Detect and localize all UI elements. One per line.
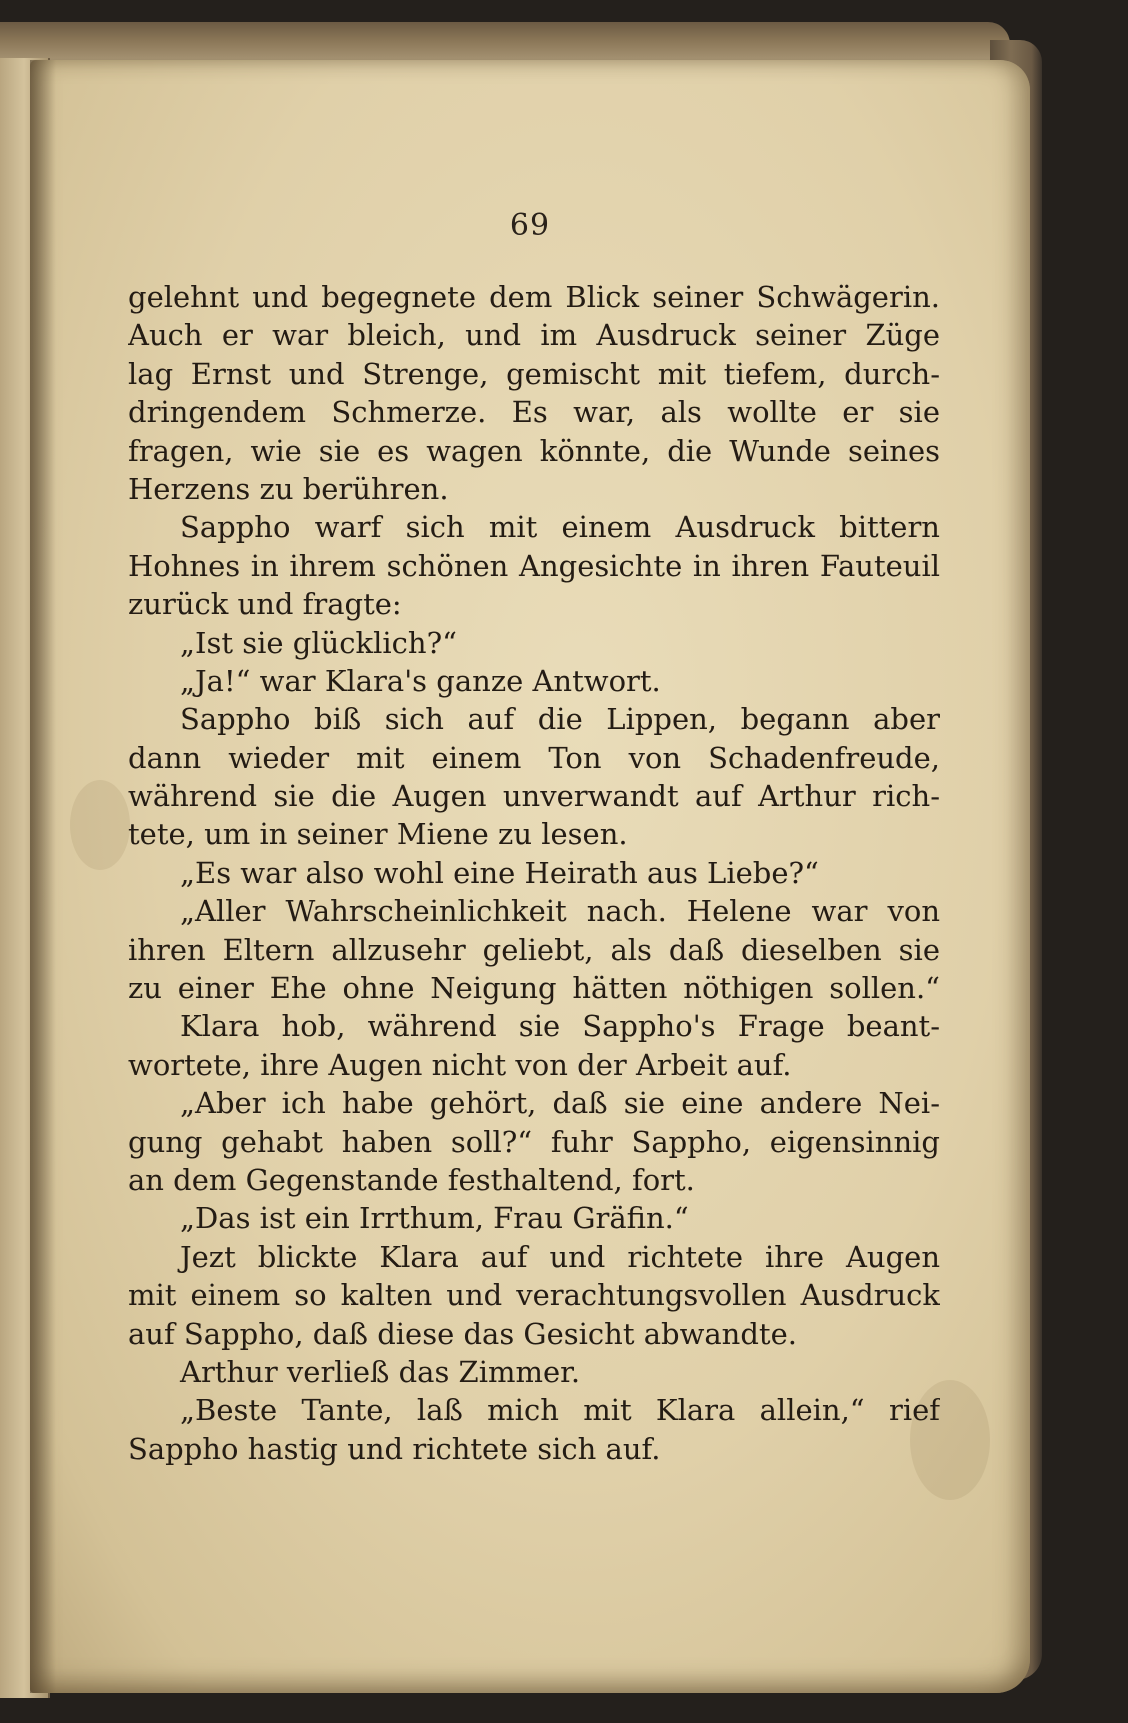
text-line: fragen, wie sie es wagen könnte, die Wunde seines (128, 433, 940, 468)
text-line: „Aller Wahrscheinlichkeit nach. Helene war von (180, 894, 940, 929)
text-line: zu einer Ehe ohne Neigung hätten nöthigen sollen.“ (128, 971, 940, 1006)
text-line: Sappho hastig und richtete sich auf. (128, 1431, 661, 1466)
body-text (128, 278, 940, 1468)
text-line: „Ist sie glücklich?“ (180, 625, 457, 660)
text-line: „Aber ich habe gehört, daß sie eine andere Nei- (180, 1086, 940, 1121)
text-line: Jezt blickte Klara auf und richtete ihre Augen (180, 1239, 940, 1274)
text-line: zurück und fragte: (128, 587, 402, 622)
text-line: gelehnt und begegnete dem Blick seiner Schwägerin. (128, 280, 940, 314)
book-page (30, 60, 1030, 1693)
text-line: Hohnes in ihrem schönen Angesichte in ihren Fauteuil (128, 548, 940, 583)
text-line: Herzens zu berühren. (128, 471, 449, 506)
text-line: „Ja!“ war Klara's ganze Antwort. (180, 663, 661, 698)
text-line: lag Ernst und Strenge, gemischt mit tiefem, durch- (128, 356, 940, 391)
text-line: „Das ist ein Irrthum, Frau Gräfin.“ (180, 1201, 689, 1236)
text-line: auf Sappho, daß diese das Gesicht abwandte. (128, 1316, 797, 1351)
text-line: ihren Eltern allzusehr geliebt, als daß dieselben sie (128, 932, 940, 967)
book-gutter-shadow (30, 60, 56, 1693)
text-line: dringendem Schmerze. Es war, als wollte er sie (128, 395, 940, 430)
text-line: Arthur verließ das Zimmer. (180, 1354, 581, 1389)
text-line: dann wieder mit einem Ton von Schadenfreude, (128, 740, 940, 775)
paper-stain (70, 780, 130, 870)
text-line: Sappho warf sich mit einem Ausdruck bittern (180, 510, 940, 545)
text-line: wortete, ihre Augen nicht von der Arbeit auf. (128, 1047, 792, 1082)
text-line: Auch er war bleich, und im Ausdruck seiner Züge (128, 318, 940, 353)
text-line: tete, um in seiner Miene zu lesen. (128, 817, 628, 852)
text-line: gung gehabt haben soll?“ fuhr Sappho, eigensinnig (128, 1124, 940, 1159)
text-line: mit einem so kalten und verachtungsvollen Ausdruck (128, 1278, 940, 1313)
page-number: 69 (509, 208, 551, 243)
text-line: an dem Gegenstande festhaltend, fort. (128, 1162, 695, 1197)
text-line: „Es war also wohl eine Heirath aus Liebe?“ (180, 855, 819, 890)
text-line: „Beste Tante, laß mich mit Klara allein,“ rief (180, 1393, 940, 1428)
text-line: während sie die Augen unverwandt auf Arthur rich- (128, 779, 940, 814)
text-line: Klara hob, während sie Sappho's Frage beant- (180, 1009, 940, 1044)
text-line: Sappho biß sich auf die Lippen, begann aber (180, 702, 940, 737)
